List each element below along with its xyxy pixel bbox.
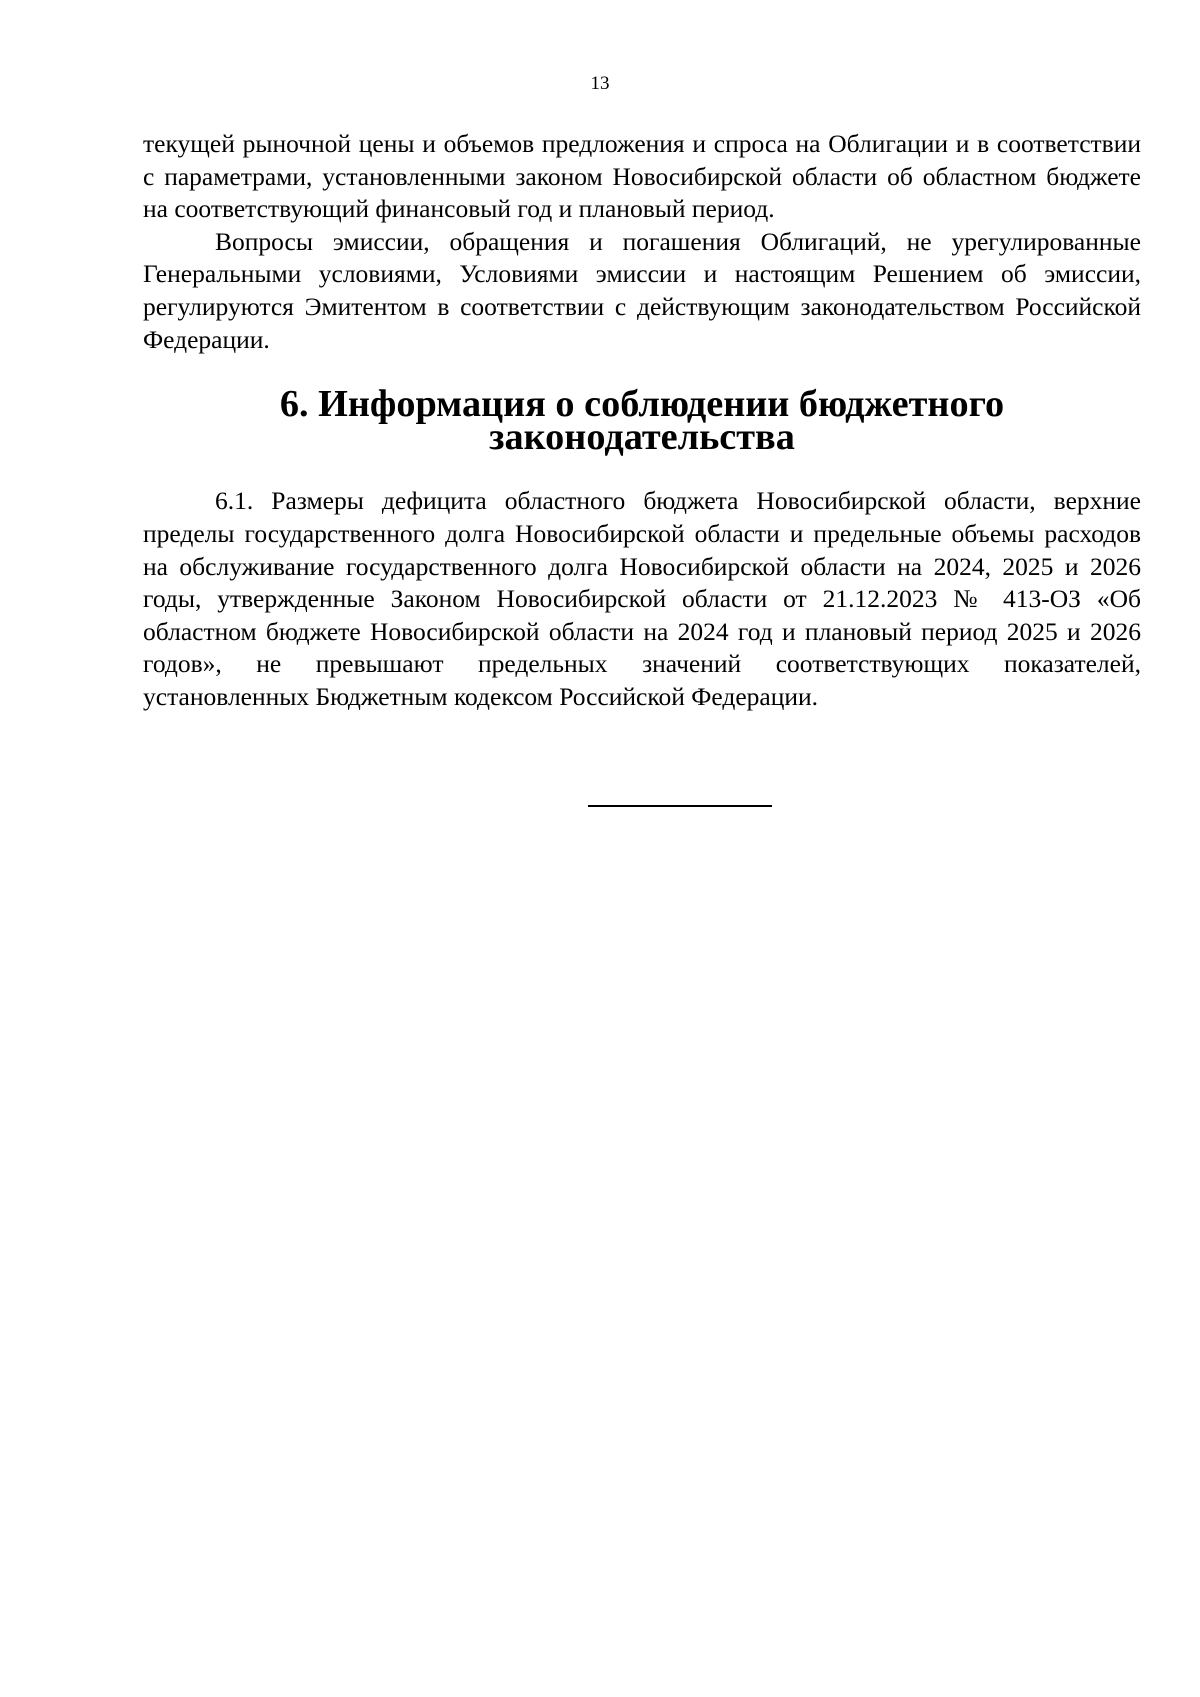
- end-of-document-rule: [588, 805, 772, 807]
- paragraph-unregulated-issues: Вопросы эмиссии, обращения и погашения Облигаций, не урегулированные Генеральными условиями, Условиями эмиссии и настоящим Решением об эмиссии, регулируются Эмитентом в соответствии с действующим законодательством Российской Федерации.: [143, 226, 1141, 354]
- page-number: 13: [590, 73, 610, 94]
- document-body: [143, 128, 1141, 714]
- section-6-heading: 6. Информация о соблюдении бюджетного законодательства: [279, 383, 1005, 458]
- paragraph-continuation: текущей рыночной цены и объемов предложения и спроса на Облигации и в соответствии с параметрами, установленными законом Новосибирской области об областном бюджете на соответствующий финансовый год и плановый период.: [143, 129, 1141, 224]
- paragraph-6-1: 6.1. Размеры дефицита областного бюджета Новосибирской области, верхние пределы государственного долга Новосибирской области и предельные объемы расходов на обслуживание государственного долга Новосибирской области на 2024, 2025 и 2026 годы, утвержденные Законом Новосибирской области от 21.12.2023 № 413-ОЗ «Об областном бюджете Новосибирской области на 2024 год и плановый период 2025 и 2026 годов», не превышают предельных значений соответствующих показателей, установленных Бюджетным кодексом Российской Федерации.: [143, 486, 1141, 711]
